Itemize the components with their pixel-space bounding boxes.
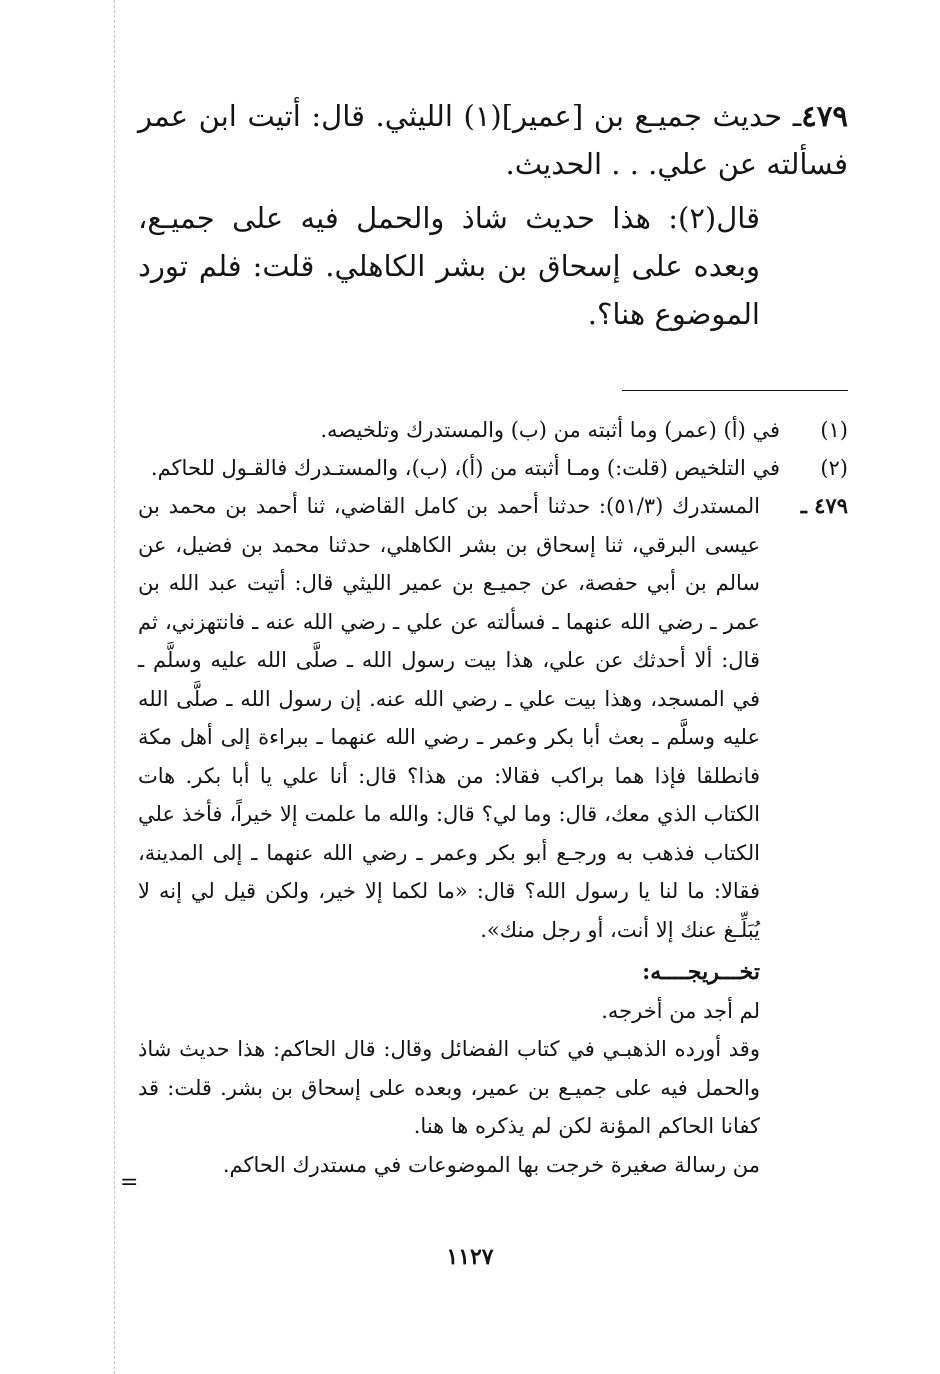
takhrij-line: وقد أورده الذهبـي في كتاب الفضائل وقال: قال الحاكم: هذا حديث شاذ والحمل فيه على جميـع بن عمير، وبعده على إسحاق بن بشر. قلت: قد كفانا الحاكم المؤنة لكن لم يذكره ها هنا. [138, 1037, 760, 1138]
main-entry-number: ٤٧٩ [801, 99, 848, 133]
footnote-text: في التلخيص (قلت:) ومـا أثبته من (أ)، (ب)، والمستـدرك فالقـول للحاكم. [150, 456, 780, 480]
main-entry-note: قال(٢): هذا حديث شاذ والحمل فيه على جميـع، وبعده على إسحاق بن بشر الكاهلي. قلت: فلم تورد الموضوع هنا؟. [138, 201, 760, 331]
footnote-1 [138, 411, 848, 449]
commentary-number: ٤٧٩ ـ [800, 493, 848, 518]
main-entry-text: ـ حديث جميـع بن [عمير](١) الليثي. قال: أتيت ابن عمر فسألته عن علي. . . الحديث. [138, 99, 848, 181]
takhrij-heading: تخـــريجــــه: [642, 959, 760, 985]
page-edge-line [114, 0, 115, 1374]
takhrij-section [138, 953, 848, 1184]
main-entry [138, 92, 848, 188]
footnote-2 [138, 449, 848, 487]
page-body [138, 92, 848, 1184]
continuation-mark: = [120, 1170, 139, 1195]
takhrij-line: من رسالة صغيرة خرجت بها الموضوعات في مستدرك الحاكم. [222, 1152, 760, 1177]
page-number: ١١٢٧ [446, 1244, 494, 1270]
footnote-separator [622, 390, 848, 391]
footnote-number: (٢) [820, 456, 848, 480]
commentary-entry [138, 487, 848, 949]
footnote-text: في (أ) (عمر) وما أثبته من (ب) والمستدرك وتلخيصه. [320, 418, 780, 442]
footnote-number: (١) [820, 418, 848, 442]
takhrij-line: لم أجد من أخرجه. [601, 998, 760, 1023]
commentary-text: المستدرك (٥١/٣): حدثنا أحمد بن كامل القاضي، ثنا أحمد بن محمد بن عيسى البرقي، ثنا إسحاق بن بشر الكاهلي، حدثنا محمد بن فضيل، عن سالم بن أبي حفصة، عن جميـع بن عمير الليثي قال: أتيت عبد الله بن عمر ـ رضي الله عنهما ـ فسألته عن علي ـ رضي الله عنه ـ فانتهزني، ثم قال: ألا أحدثك عن علي، هذا بيت رسول الله ـ صلَّى الله عليه وسلَّم ـ في المسجد، وهذا بيت علي ـ رضي الله عنه. إن رسول الله ـ صلَّى الله عليه وسلَّم ـ بعث أبا بكر وعمر ـ رضي الله عنهما ـ ببراءة إلى أهل مكة فانطلقا فإذا هما براكب فقالا: من هذا؟ قال: أنا علي يا أبا بكر. هات الكتاب الذي معك، قال: وما لي؟ قال: والله ما علمت إلا خيراً، فأخذ علي الكتاب فذهب به ورجـع أبو بكر وعمر ـ رضي الله عنهما ـ إلى المدينة، فقالا: ما لنا يا رسول الله؟ قال: «ما لكما إلا خير، ولكن قيل لي إنه لا يُبَلِّـغ عنك إلا أنت، أو رجل منك». [138, 494, 760, 942]
